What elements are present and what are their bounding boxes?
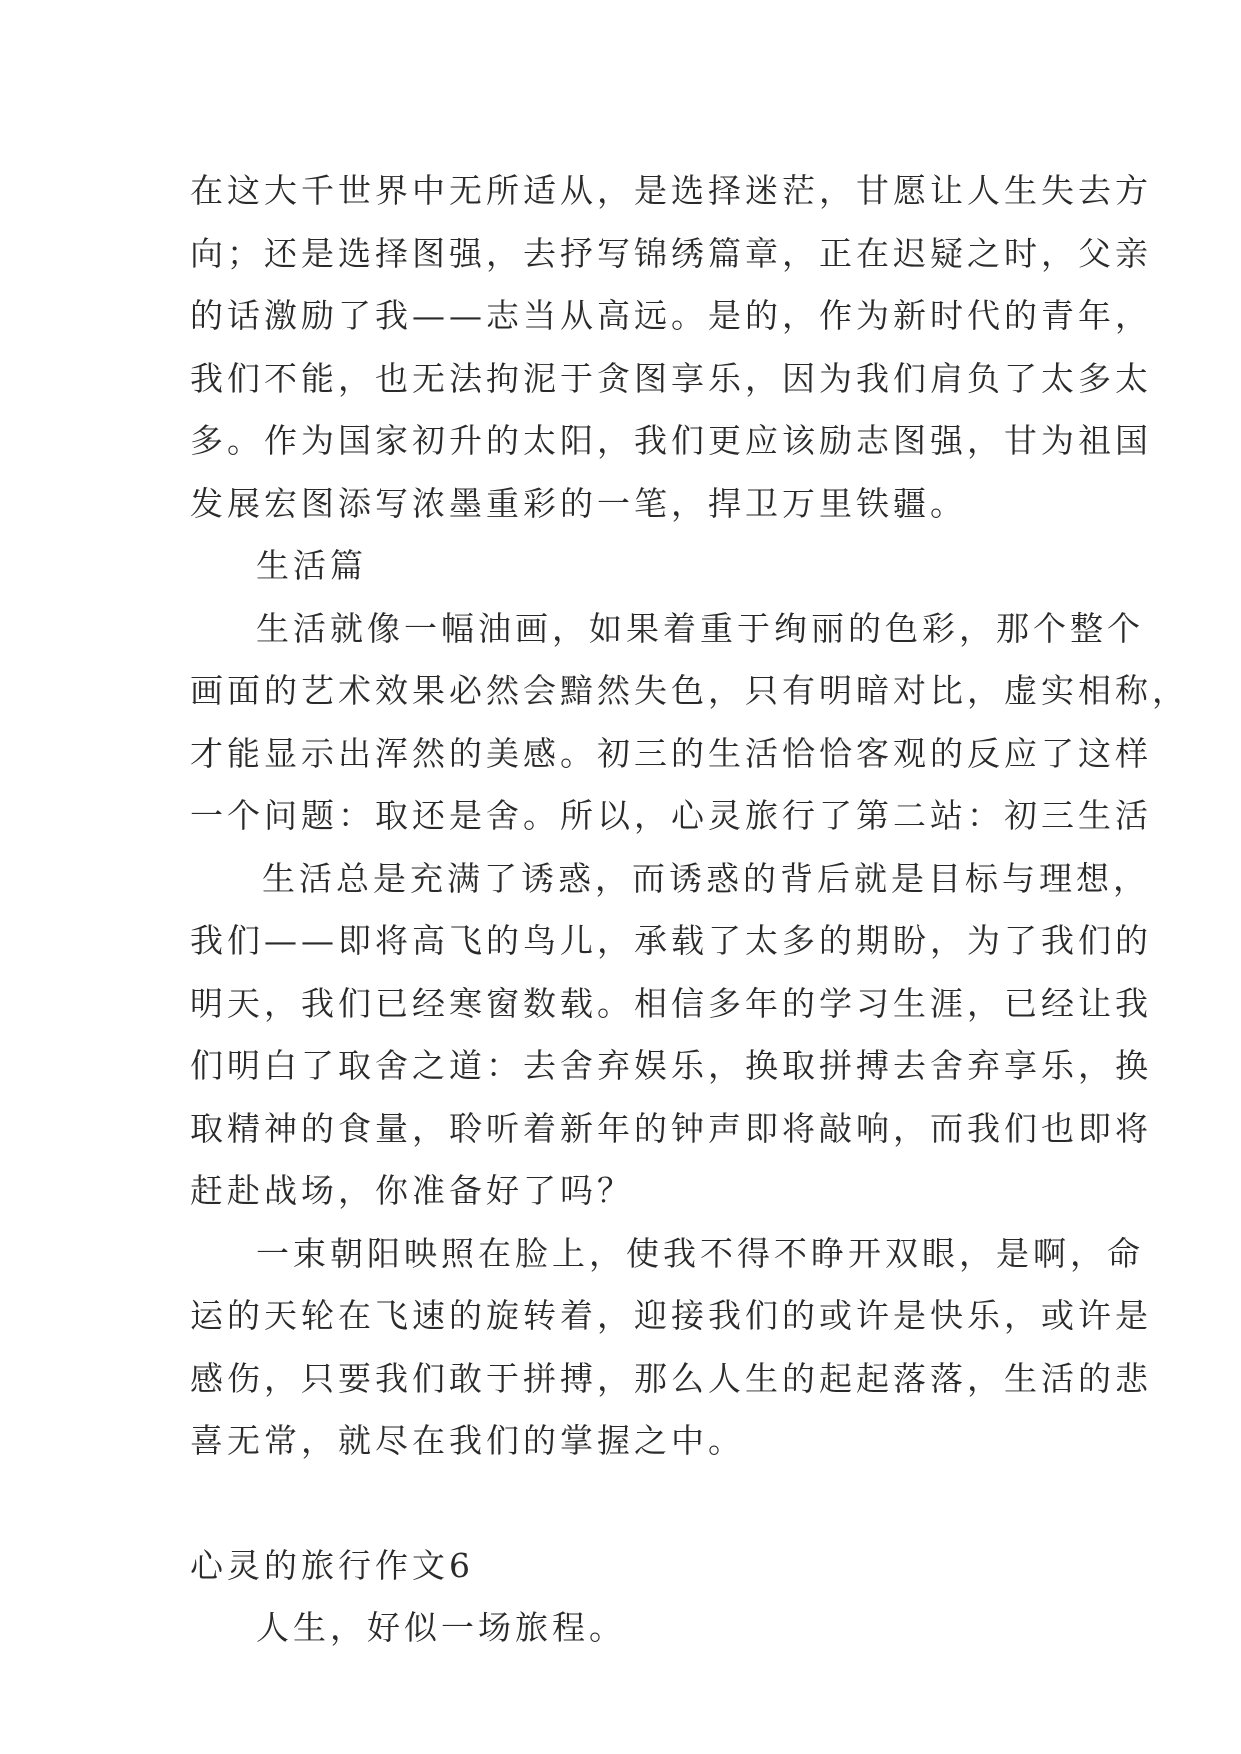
text-line: 赶赴战场，你准备好了吗？ [190,1171,634,1210]
paragraph-2 [190,598,1189,848]
document-body [190,160,1189,1660]
text-line: 一个问题：取还是舍。所以，心灵旅行了第二站：初三生活 [190,796,1152,835]
text-line: 喜无常，就尽在我们的掌握之中。 [190,1421,745,1460]
text-line: 一束朝阳映照在脸上，使我不得不睁开双眼，是啊，命 [256,1233,1144,1273]
text-line: 画面的艺术效果必然会黯然失色，只有明暗对比，虚实相称， [190,671,1189,710]
subheading-text: 生活篇 [256,546,367,585]
text-line: 人生，好似一场旅程。 [256,1608,626,1647]
text-line: 发展宏图添写浓墨重彩的一笔，捍卫万里铁疆。 [190,483,967,523]
text-line: 们明白了取舍之道：去舍弃娱乐，换取拼搏去舍弃享乐，换 [190,1046,1152,1085]
text-line: 生活总是充满了诱惑，而诱惑的背后就是目标与理想， [262,858,1150,898]
text-line: 才能显示出浑然的美感。初三的生活恰恰客观的反应了这样 [190,733,1152,773]
section-heading [190,1535,1070,1598]
subheading-life [190,535,1070,598]
text-line: 在这大千世界中无所适从，是选择迷茫，甘愿让人生失去方 [190,171,1152,210]
text-line: 我们——即将高飞的鸟儿，承载了太多的期盼，为了我们的 [190,921,1152,960]
paragraph-1 [190,160,1152,535]
text-line: 感伤，只要我们敢于拼搏，那么人生的起起落落，生活的悲 [190,1358,1152,1398]
text-line: 向；还是选择图强，去抒写锦绣篇章，正在迟疑之时，父亲 [190,233,1152,273]
paragraph-4 [190,1223,1152,1473]
text-line: 明天，我们已经寒窗数载。相信多年的学习生涯，已经让我 [190,983,1152,1023]
text-line: 运的天轮在飞速的旋转着，迎接我们的或许是快乐，或许是 [190,1296,1152,1335]
text-line: 多。作为国家初升的太阳，我们更应该励志图强，甘为祖国 [190,421,1152,460]
section-heading-text: 心灵的旅行作文6 [190,1545,474,1585]
paragraph-5 [190,1597,1070,1660]
text-line: 的话激励了我——志当从高远。是的，作为新时代的青年， [190,296,1152,335]
text-line: 取精神的食量，聆听着新年的钟声即将敲响，而我们也即将 [190,1108,1152,1148]
text-line: 生活就像一幅油画，如果着重于绚丽的色彩，那个整个 [256,608,1144,648]
text-line: 我们不能，也无法拘泥于贪图享乐，因为我们肩负了太多太 [190,358,1152,398]
paragraph-3 [190,848,1152,1223]
